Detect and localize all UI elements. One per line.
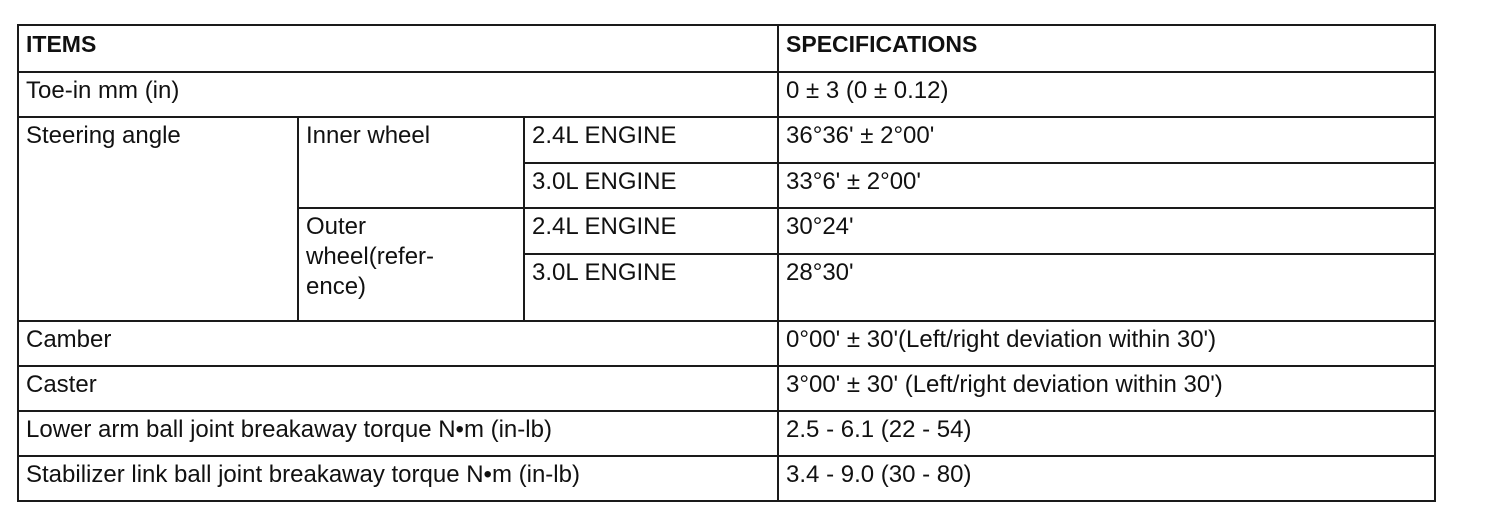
inner-wheel-label: Inner wheel [298, 117, 524, 208]
table-row-lower-arm [18, 411, 1435, 456]
toe-in-item: Toe-in mm (in) [18, 72, 778, 117]
items-header: ITEMS [18, 25, 778, 72]
specifications-header: SPECIFICATIONS [778, 25, 1435, 72]
table-row-stabilizer-link [18, 456, 1435, 501]
inner-wheel-engine-24: 2.4L ENGINE [524, 117, 778, 163]
outer-wheel-engine-24: 2.4L ENGINE [524, 208, 778, 254]
inner-wheel-spec-24: 36°36' ± 2°00' [778, 117, 1435, 163]
table-row-camber [18, 321, 1435, 366]
inner-wheel-engine-30: 3.0L ENGINE [524, 163, 778, 208]
caster-item: Caster [18, 366, 778, 411]
specifications-table [17, 24, 1436, 502]
caster-spec: 3°00' ± 30' (Left/right deviation within 30') [778, 366, 1435, 411]
outer-wheel-label: Outer wheel(refer- ence) [298, 208, 524, 321]
table-row-steering-inner-24 [18, 117, 1435, 163]
steering-angle-item: Steering angle [18, 117, 298, 321]
table-header-row [18, 25, 1435, 72]
outer-wheel-spec-24: 30°24' [778, 208, 1435, 254]
table-row-caster [18, 366, 1435, 411]
outer-wheel-spec-30: 28°30' [778, 254, 1435, 321]
camber-item: Camber [18, 321, 778, 366]
inner-wheel-spec-30: 33°6' ± 2°00' [778, 163, 1435, 208]
lower-arm-spec: 2.5 - 6.1 (22 - 54) [778, 411, 1435, 456]
table-row-toe-in [18, 72, 1435, 117]
lower-arm-item: Lower arm ball joint breakaway torque N•m (in-lb) [18, 411, 778, 456]
stabilizer-link-item: Stabilizer link ball joint breakaway torque N•m (in-lb) [18, 456, 778, 501]
camber-spec: 0°00' ± 30'(Left/right deviation within 30') [778, 321, 1435, 366]
toe-in-spec: 0 ± 3 (0 ± 0.12) [778, 72, 1435, 117]
stabilizer-link-spec: 3.4 - 9.0 (30 - 80) [778, 456, 1435, 501]
outer-wheel-engine-30: 3.0L ENGINE [524, 254, 778, 321]
